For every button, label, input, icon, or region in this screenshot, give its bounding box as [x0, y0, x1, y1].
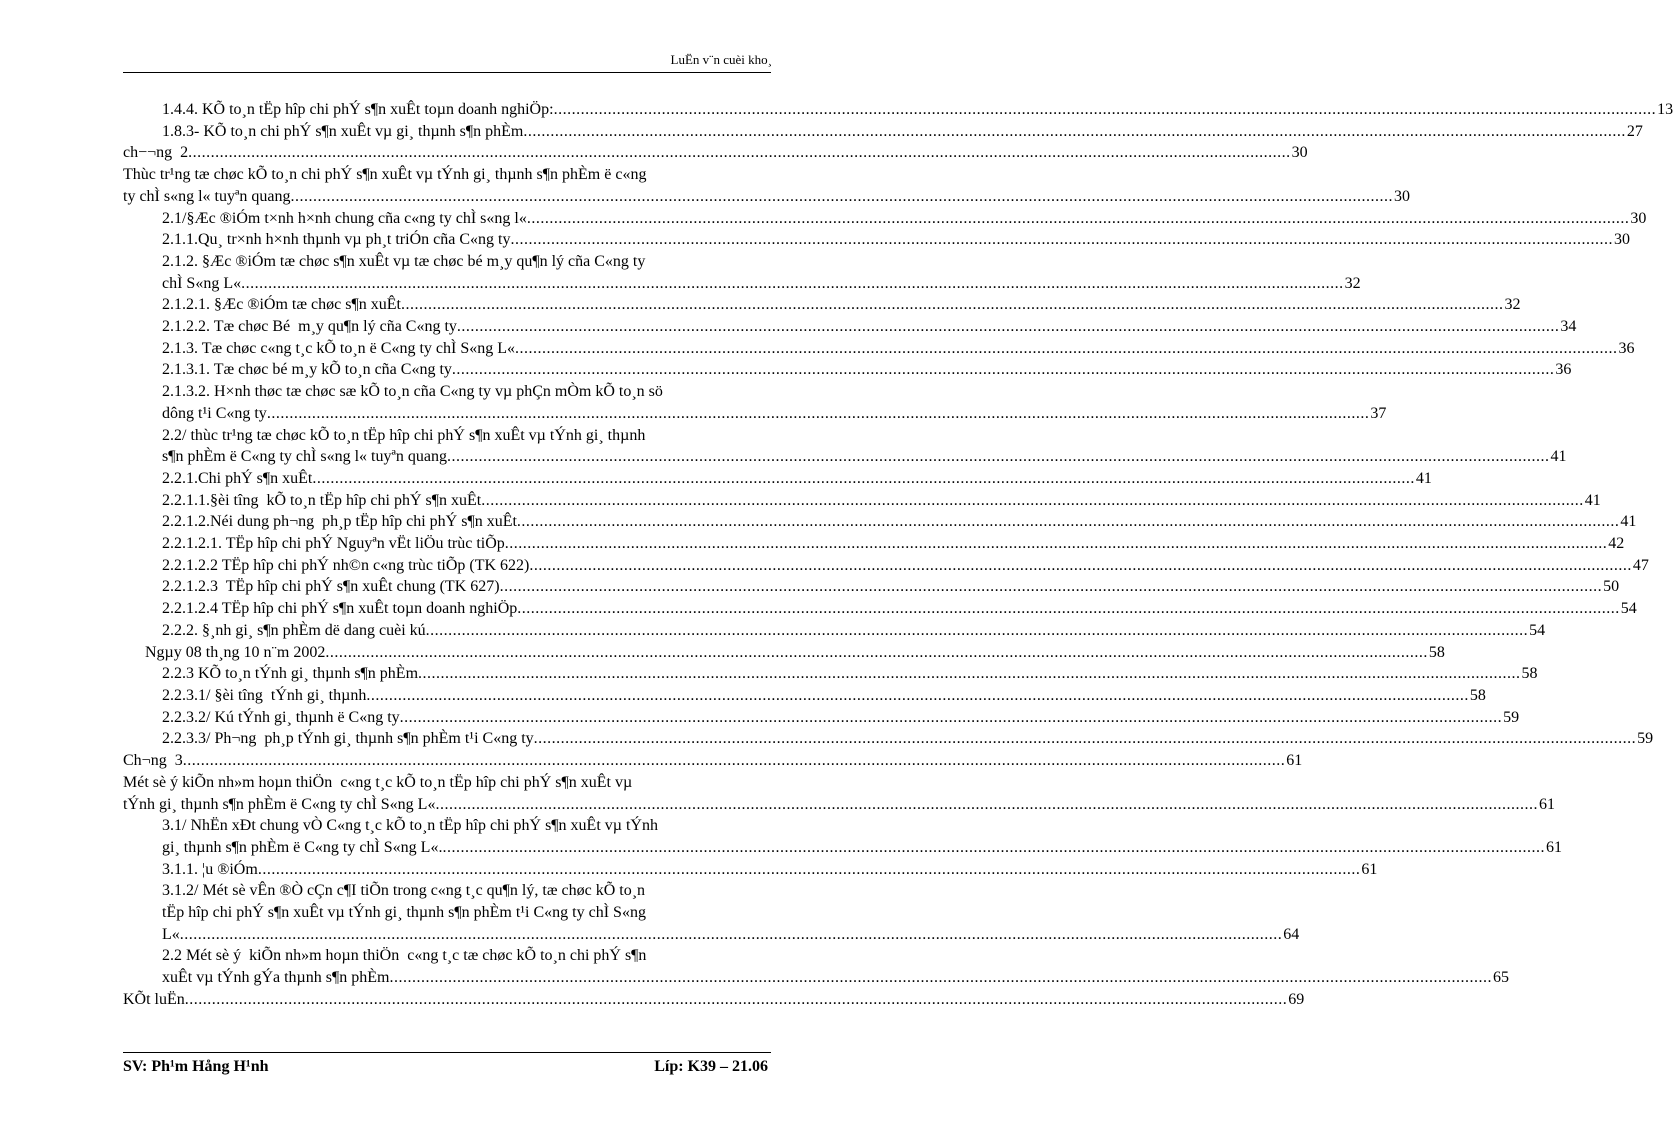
footer-rule: [123, 1052, 771, 1053]
header-rule: [123, 72, 771, 73]
toc-leader-dots: [500, 576, 1603, 598]
toc-leader-dots: [180, 924, 1283, 946]
toc-entry: [123, 533, 1625, 555]
toc-entry-title: 2.2.1.2.4 TËp hîp chi phÝ s¶n xuÊt toµn doanh nghiÖp: [162, 600, 518, 618]
toc-leader-dots: [183, 750, 1286, 772]
toc-entry-title: 2.1.2.1. §Æc ®iÓm tæ chøc s¶n xuÊt: [162, 296, 401, 314]
toc-page-number: 30: [1630, 209, 1647, 227]
toc-page-number: 41: [1550, 448, 1567, 466]
toc-entry-title: s¶n phÈm ë C«ng ty chÌ s«ng l« tuyªn quang: [162, 448, 447, 466]
toc-leader-dots: [312, 468, 1415, 490]
toc-entry: [123, 707, 1520, 729]
toc-page-number: 32: [1344, 274, 1361, 292]
toc-entry: [123, 425, 1567, 468]
toc-entry-title: 2.2.1.2.3 TËp hîp chi phÝ s¶n xuÊt chung (TK 627): [162, 578, 500, 596]
toc-entry: [123, 99, 1673, 121]
toc-page-number: 58: [1521, 665, 1538, 683]
toc-page-number: 36: [1555, 361, 1572, 379]
toc-page-number: 42: [1608, 535, 1625, 553]
toc-leader-dots: [418, 663, 1521, 685]
toc-entry-title: 2.1.1.Qu¸ tr×nh h×nh thµnh vµ ph¸t triÓn cña C«ng ty: [162, 231, 511, 249]
toc-entry-title: 2.2.1.2.2 TËp hîp chi phÝ nh©n c«ng trùc tiÕp (TK 622): [162, 556, 530, 574]
toc-page-number: 61: [1538, 795, 1555, 813]
toc-leader-dots: [554, 99, 1657, 121]
toc-entry-text-line: 3.1.2/ Mét sè vÊn ®Ò cÇn c¶I tiÕn trong c«ng t¸c qu¶n lý, tæ chøc kÕ to¸n: [162, 882, 646, 900]
toc-entry-title: 2.2.3 KÕ to¸n tÝnh gi¸ thµnh s¶n phÈm: [162, 665, 419, 683]
toc-leader-dots: [452, 359, 1555, 381]
toc-page-number: 61: [1361, 860, 1378, 878]
toc-leader-dots: [515, 338, 1618, 360]
toc-page-number: 54: [1620, 600, 1637, 618]
toc-page-number: 47: [1632, 556, 1649, 574]
toc-entry-title: ty chÌ s«ng l« tuyªn quang: [123, 187, 291, 205]
toc-entry-title: 2.2.3.2/ Kú tÝnh gi¸ thµnh ë C«ng ty: [162, 708, 400, 726]
toc-entry-title: 2.2.3.3/ Ph¬ng ph¸p tÝnh gi¸ thµnh s¶n phÈm t¹i C«ng ty: [162, 730, 534, 748]
running-header: LuËn v¨n cuèi kho¸: [670, 52, 772, 67]
toc-entry-title: 2.1.3.1. Tæ chøc bé m¸y kÕ to¸n cña C«ng ty: [162, 361, 452, 379]
toc-entry: [123, 859, 1378, 881]
toc-entry: [123, 251, 1361, 294]
toc-entry: [123, 576, 1620, 598]
toc-page-number: 34: [1560, 318, 1577, 336]
toc-entry: [123, 555, 1649, 577]
toc-entry: [123, 880, 1300, 945]
toc-entry-title: 2.1.3. Tæ chøc c«ng t¸c kÕ to¸n ë C«ng ty chÌ S«ng L«: [162, 339, 515, 357]
toc-entry: [123, 598, 1637, 620]
toc-entry: [123, 208, 1647, 230]
toc-entry: [123, 663, 1538, 685]
toc-leader-dots: [267, 403, 1370, 425]
toc-leader-dots: [534, 728, 1637, 750]
toc-entry: [123, 728, 1654, 750]
toc-leader-dots: [510, 229, 1613, 251]
toc-page-number: 59: [1503, 708, 1520, 726]
toc-entry-text-line: 2.1.2. §Æc ®iÓm tæ chøc s¶n xuÊt vµ tæ chøc bé m¸y qu¶n lý cña C«ng ty: [162, 252, 646, 270]
toc-entry: [123, 338, 1635, 360]
toc-page-number: 61: [1545, 838, 1562, 856]
toc-page-number: 64: [1283, 925, 1300, 943]
toc-page-number: 27: [1626, 122, 1643, 140]
toc-entry: [123, 750, 1303, 772]
toc-leader-dots: [291, 186, 1394, 208]
toc-leader-dots: [529, 555, 1632, 577]
toc-page-number: 54: [1529, 621, 1546, 639]
toc-leader-dots: [258, 859, 1361, 881]
toc-entry: [123, 772, 1555, 815]
toc-entry-title: ch−¬ng 2: [123, 144, 189, 162]
toc-page-number: 37: [1370, 404, 1387, 422]
toc-entry: [123, 381, 1387, 424]
toc-entry: [123, 359, 1572, 381]
toc-entry-title: xuÊt vµ tÝnh gÝa thµnh s¶n phÈm: [162, 969, 390, 987]
toc-leader-dots: [527, 208, 1630, 230]
toc-leader-dots: [517, 511, 1620, 533]
toc-entry-title: dông t¹i C«ng ty: [162, 404, 267, 422]
toc-entry: [123, 164, 1411, 207]
toc-entry: [123, 989, 1305, 1011]
toc-entry-title: Ch¬ng 3: [123, 752, 183, 770]
toc-entry-title: chÌ S«ng L«: [162, 274, 242, 292]
toc-page-number: 59: [1637, 730, 1654, 748]
toc-leader-dots: [523, 121, 1626, 143]
toc-entry-text-line: 2.2 Mét sè ý kiÕn nh»m hoµn thiÖn c«ng t¸c tæ chøc kÕ to¸n chi phÝ s¶n: [162, 947, 647, 965]
toc-entry: [123, 815, 1562, 858]
toc-entry: [123, 142, 1308, 164]
toc-leader-dots: [366, 685, 1469, 707]
footer-class: Líp: K39 – 21.06: [654, 1058, 768, 1075]
toc-entry-title: Ngµy 08 th¸ng 10 n¨m 2002: [145, 643, 326, 661]
toc-entry: [123, 294, 1521, 316]
table-of-contents: [123, 99, 1673, 1011]
toc-leader-dots: [241, 273, 1344, 295]
toc-leader-dots: [447, 446, 1550, 468]
toc-page-number: 58: [1428, 643, 1445, 661]
toc-page-number: 58: [1469, 686, 1486, 704]
toc-page-number: 65: [1492, 969, 1509, 987]
toc-page-number: 32: [1504, 296, 1521, 314]
toc-leader-dots: [442, 837, 1545, 859]
toc-leader-dots: [389, 967, 1492, 989]
toc-entry: [123, 642, 1445, 664]
toc-entry-title: 2.1.2.2. Tæ chøc Bé m¸y qu¶n lý cña C«ng ty: [162, 318, 457, 336]
toc-page-number: 41: [1584, 491, 1601, 509]
toc-entry-text-line: 2.1.3.2. H×nh thøc tæ chøc sæ kÕ to¸n cña C«ng ty vµ phÇn mÒm kÕ to¸n sö: [162, 383, 663, 401]
toc-page-number: 30: [1291, 144, 1308, 162]
toc-entry-text-line: Thùc tr¹ng tæ chøc kÕ to¸n chi phÝ s¶n xuÊt vµ tÝnh gi¸ thµnh s¶n phÈm ë c«ng: [123, 166, 647, 184]
toc-leader-dots: [481, 490, 1584, 512]
toc-page-number: 13: [1657, 101, 1673, 118]
toc-entry-title: 2.2.3.1/ §èi tîng tÝnh gi¸ thµnh: [162, 686, 367, 704]
toc-page-number: 41: [1620, 513, 1637, 531]
toc-entry-title: L«: [162, 925, 180, 943]
toc-leader-dots: [325, 642, 1428, 664]
toc-leader-dots: [435, 794, 1538, 816]
toc-leader-dots: [517, 598, 1620, 620]
toc-page-number: 69: [1288, 990, 1305, 1008]
toc-page-number: 41: [1415, 469, 1432, 487]
toc-entry-title: tÝnh gi¸ thµnh s¶n phÈm ë C«ng ty chÌ S«ng L«: [123, 795, 436, 813]
toc-entry-title: 2.2.1.Chi phÝ s¶n xuÊt: [162, 469, 313, 487]
toc-entry: [123, 685, 1486, 707]
toc-leader-dots: [457, 316, 1560, 338]
toc-entry-title: gi¸ thµnh s¶n phÈm ë C«ng ty chÌ S«ng L«.: [162, 838, 443, 856]
toc-entry-title: 2.2.2. §¸nh gi¸ s¶n phÈm dë dang cuèi kú: [162, 621, 426, 639]
toc-page-number: 30: [1394, 187, 1411, 205]
toc-entry-title: 3.1.1. ¦u ®iÓm: [162, 860, 258, 878]
toc-page-number: 50: [1603, 578, 1620, 596]
toc-leader-dots: [426, 620, 1529, 642]
toc-entry-title: 2.1/§Æc ®iÓm t×nh h×nh chung cña c«ng ty chÌ s«ng l«: [162, 209, 527, 227]
toc-entry-text-line: 2.2/ thùc tr¹ng tæ chøc kÕ to¸n tËp hîp chi phÝ s¶n xuÊt vµ tÝnh gi¸ thµnh: [162, 426, 646, 444]
footer-student-name: SV: Ph¹m Hång H¹nh: [123, 1058, 269, 1075]
toc-entry: [123, 316, 1577, 338]
toc-entry-title: 2.2.1.2.Néi dung ph¬ng ph¸p tËp hîp chi phÝ s¶n xuÊt: [162, 513, 517, 531]
toc-entry-title: 1.8.3- KÕ to¸n chi phÝ s¶n xuÊt vµ gi¸ thµnh s¶n phÈm: [162, 122, 524, 140]
toc-entry: [123, 229, 1630, 251]
toc-entry-text-line: tËp hîp chi phÝ s¶n xuÊt vµ tÝnh gi¸ thµnh s¶n phÈm t¹i C«ng ty chÌ S«ng: [162, 904, 646, 922]
toc-entry-title: KÕt luËn: [123, 990, 185, 1008]
toc-entry-title: 2.2.1.1.§èi tîng kÕ to¸n tËp hîp chi phÝ s¶n xuÊt: [162, 491, 482, 509]
toc-entry-text-line: 3.1/ NhËn xÐt chung vÒ C«ng t¸c kÕ to¸n tËp hîp chi phÝ s¶n xuÊt vµ tÝnh: [162, 817, 658, 835]
toc-leader-dots: [188, 142, 1291, 164]
toc-entry-title: 2.2.1.2.1. TËp hîp chi phÝ Nguyªn vËt liÖu trùc tiÕp: [162, 535, 505, 553]
toc-page-number: 30: [1613, 231, 1630, 249]
toc-entry: [123, 490, 1601, 512]
toc-page-number: 36: [1618, 339, 1635, 357]
toc-entry-title: 1.4.4. KÕ to¸n tËp hîp chi phÝ s¶n xuÊt toµn doanh nghiÖp:: [162, 101, 554, 118]
toc-leader-dots: [401, 294, 1504, 316]
toc-entry: [123, 945, 1509, 988]
toc-leader-dots: [400, 707, 1503, 729]
toc-page-number: 61: [1286, 752, 1303, 770]
toc-leader-dots: [185, 989, 1288, 1011]
toc-entry: [123, 121, 1643, 143]
toc-leader-dots: [505, 533, 1608, 555]
toc-entry: [123, 620, 1546, 642]
toc-entry: [123, 468, 1432, 490]
toc-entry: [123, 511, 1637, 533]
toc-entry-text-line: Mét sè ý kiÕn nh»m hoµn thiÖn c«ng t¸c kÕ to¸n tËp hîp chi phÝ s¶n xuÊt vµ: [123, 773, 633, 791]
